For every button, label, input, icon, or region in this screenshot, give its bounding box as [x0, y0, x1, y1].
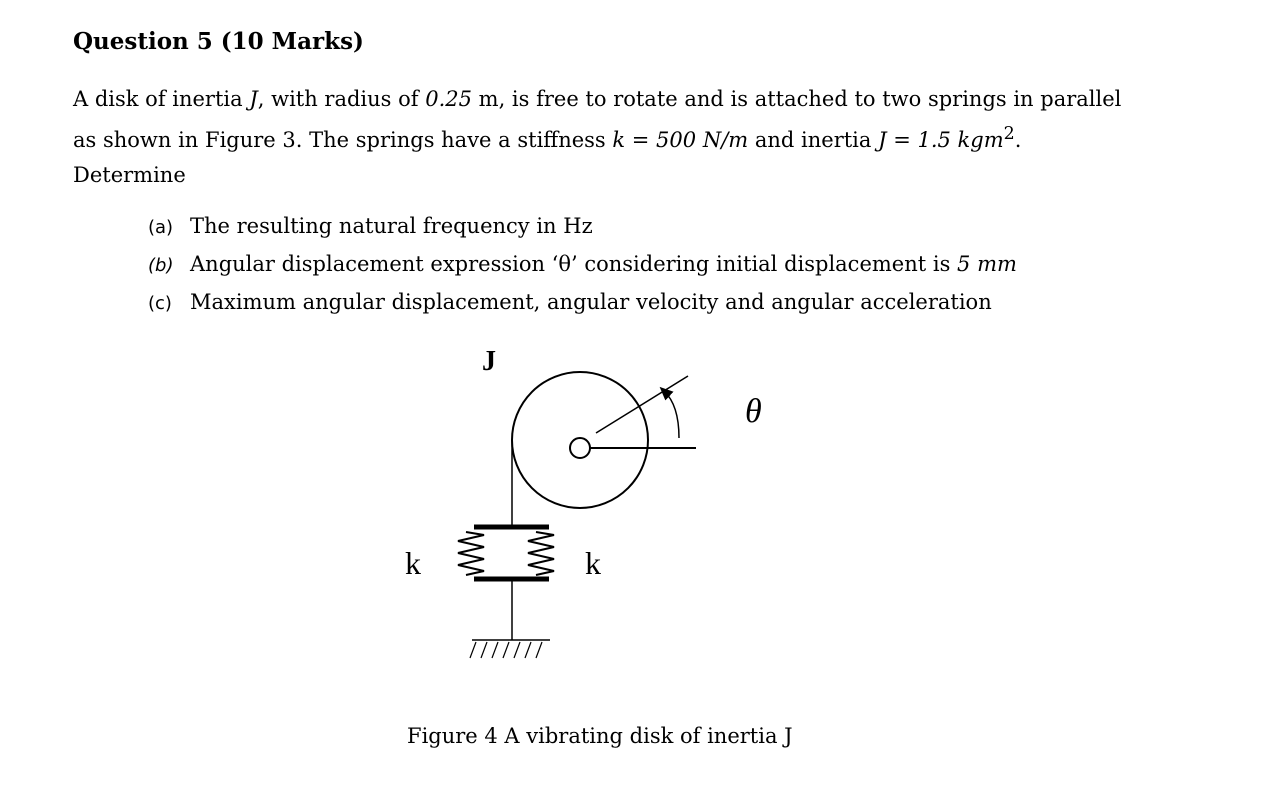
right-spring: [528, 532, 554, 575]
label-inertia-j: J: [482, 346, 496, 377]
part-text-c: Maximum angular displacement, angular velocity and angular acceleration: [190, 290, 992, 314]
intro-radius-value: 0.25: [425, 87, 472, 111]
ground-hatch: [470, 640, 550, 658]
label-k-right: k: [585, 545, 601, 581]
part-label-a: (a): [148, 217, 174, 238]
intro-text-1: A disk of inertia: [73, 87, 250, 111]
intro-inertia-equation: J = 1.5 kgm: [878, 128, 1004, 152]
rotated-line: [596, 376, 688, 433]
question-heading: Question 5 (10 Marks): [73, 28, 364, 55]
intro-text-4: and inertia: [748, 128, 879, 152]
intro-text-2: , with radius of: [257, 87, 426, 111]
figure-caption: Figure 4 A vibrating disk of inertia J: [407, 724, 793, 748]
left-spring: [458, 532, 484, 575]
intro-stiffness-equation: k = 500 N/m: [612, 128, 749, 152]
part-label-c: (c): [148, 293, 172, 314]
part-label-b: (b): [148, 255, 174, 276]
part-text-b: Angular displacement expression ‘θ’ considering initial displacement is: [190, 252, 958, 276]
label-theta: θ: [745, 393, 762, 430]
question-part-a: [148, 208, 1017, 246]
vibrating-disk-diagram: [380, 330, 820, 680]
intro-text-3: m, is free to rotate and is attached to two springs in parallel as shown in Figure 3. The springs have a stiffness: [73, 87, 1122, 152]
intro-var-j: J: [249, 87, 258, 111]
intro-text-5: . Determine: [73, 128, 1022, 187]
label-k-left: k: [405, 545, 421, 581]
question-parts-list: [148, 208, 1017, 322]
question-body: [73, 82, 1123, 193]
question-part-b: [148, 246, 1017, 284]
question-part-c: [148, 284, 1017, 322]
part-text-a: The resulting natural frequency in Hz: [190, 214, 593, 238]
intro-superscript: 2: [1003, 124, 1015, 144]
rotation-arrow: [664, 391, 679, 438]
part-extra-b: 5 mm: [957, 252, 1017, 276]
disk-axle: [570, 438, 590, 458]
